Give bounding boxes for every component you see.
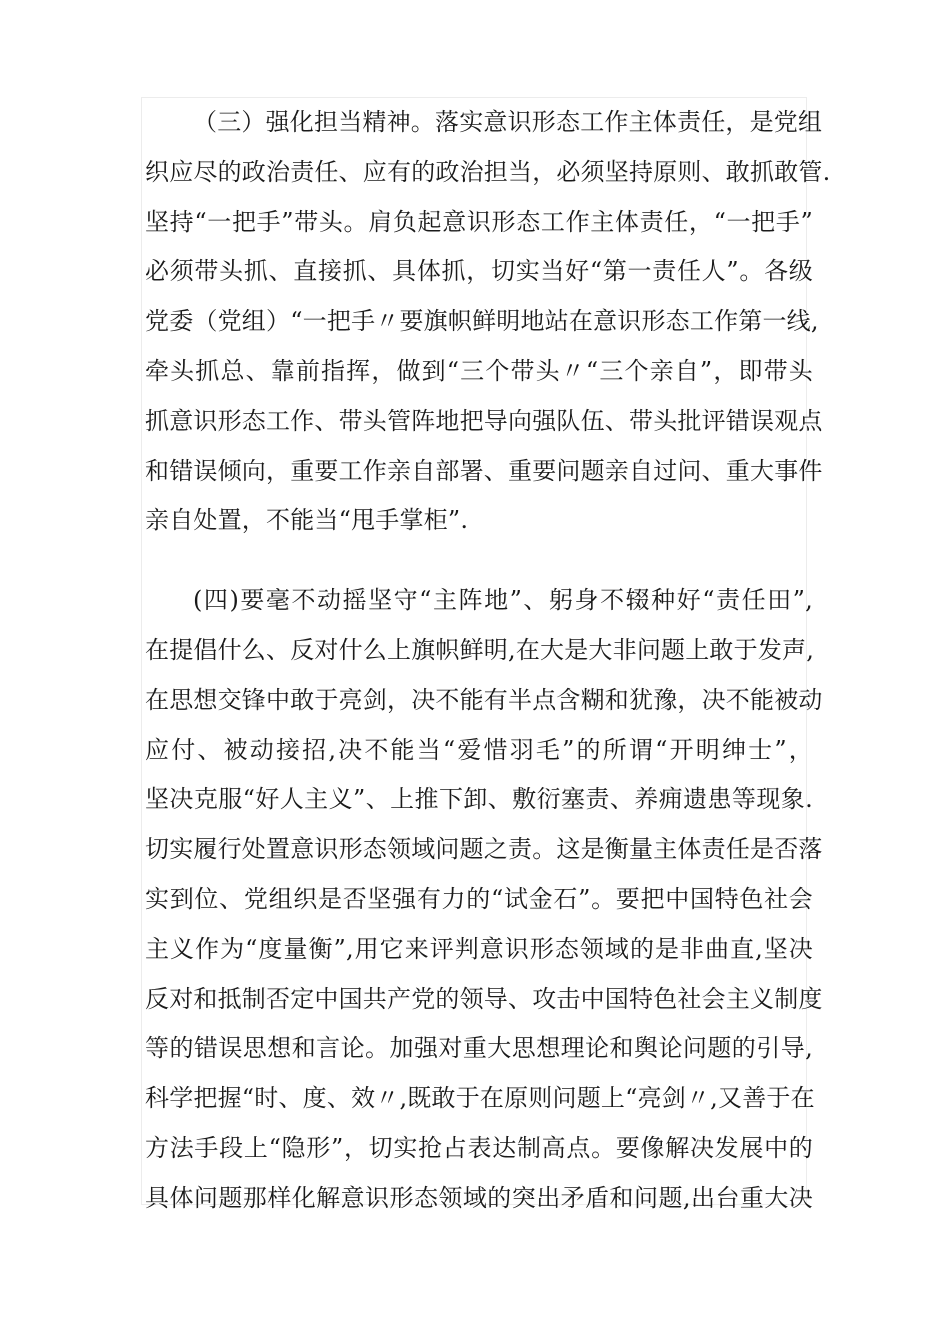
paragraph-main-position: [145, 576, 823, 1223]
text-line: 主义作为“度量衡”,用它来评判意识形态领域的是非曲直,坚决: [145, 934, 813, 963]
text-line: 科学把握“时、度、效〃,既敢于在原则问题上“亮剑〃,又善于在: [145, 1084, 815, 1113]
text-line: 在思想交锋中敢于亮剑，决不能有半点含糊和犹豫，决不能被动: [145, 685, 823, 714]
text-line: （三）强化担当精神。落实意识形态工作主体责任，是党组: [193, 108, 823, 136]
text-line: 反对和抵制否定中国共产党的领导、攻击中国特色社会主义制度: [145, 984, 823, 1013]
text-line: (四)要毫不动摇坚守“主阵地”、躬身不辍种好“责任田”,: [193, 586, 813, 615]
text-line: 牵头抓总、靠前指挥，做到“三个带头〃“三个亲自”，即带头: [145, 356, 813, 385]
paragraph-spacer: [145, 546, 813, 576]
text-line: 和错误倾向，重要工作亲自部署、重要问题亲自过问、重大事件: [145, 456, 823, 485]
text-line: 在提倡什么、反对什么上旗帜鲜明,在大是大非问题上敢于发声,: [145, 635, 815, 664]
paragraph-responsibility: [145, 98, 831, 546]
text-line: 实到位、党组织是否坚强有力的“试金石”。要把中国特色社会: [145, 884, 813, 913]
text-line: 抓意识形态工作、带头管阵地把导向强队伍、带头批评错误观点: [145, 406, 823, 435]
text-line: 织应尽的政治责任、应有的政治担当，必须坚持原则、敢抓敢管.: [145, 157, 831, 186]
text-line: 等的错误思想和言论。加强对重大思想理论和舆论问题的引导,: [145, 1034, 813, 1063]
text-line: 坚持“一把手”带头。肩负起意识形态工作主体责任，“一把手”: [145, 207, 813, 236]
text-line: 具体问题那样化解意识形态领域的突出矛盾和问题,出台重大决: [145, 1183, 813, 1212]
text-line: 应付、被动接招,决不能当“爱惜羽毛”的所谓“开明绅士”，: [145, 735, 813, 764]
text-line: 必须带头抓、直接抓、具体抓，切实当好“第一责任人”。各级: [145, 257, 813, 286]
text-line: 方法手段上“隐形”，切实抢占表达制高点。要像解决发展中的: [145, 1133, 813, 1162]
text-line: 党委（党组）“一把手〃要旗帜鲜明地站在意识形态工作第一线,: [145, 307, 819, 336]
text-line: 切实履行处置意识形态领域问题之责。这是衡量主体责任是否落: [145, 835, 823, 864]
document-body: [145, 98, 831, 1224]
text-line: 亲自处置，不能当“甩手掌柜”.: [145, 506, 469, 535]
text-line: 坚决克服“好人主义”、上推下卸、敷衍塞责、养痈遗患等现象.: [145, 785, 813, 814]
